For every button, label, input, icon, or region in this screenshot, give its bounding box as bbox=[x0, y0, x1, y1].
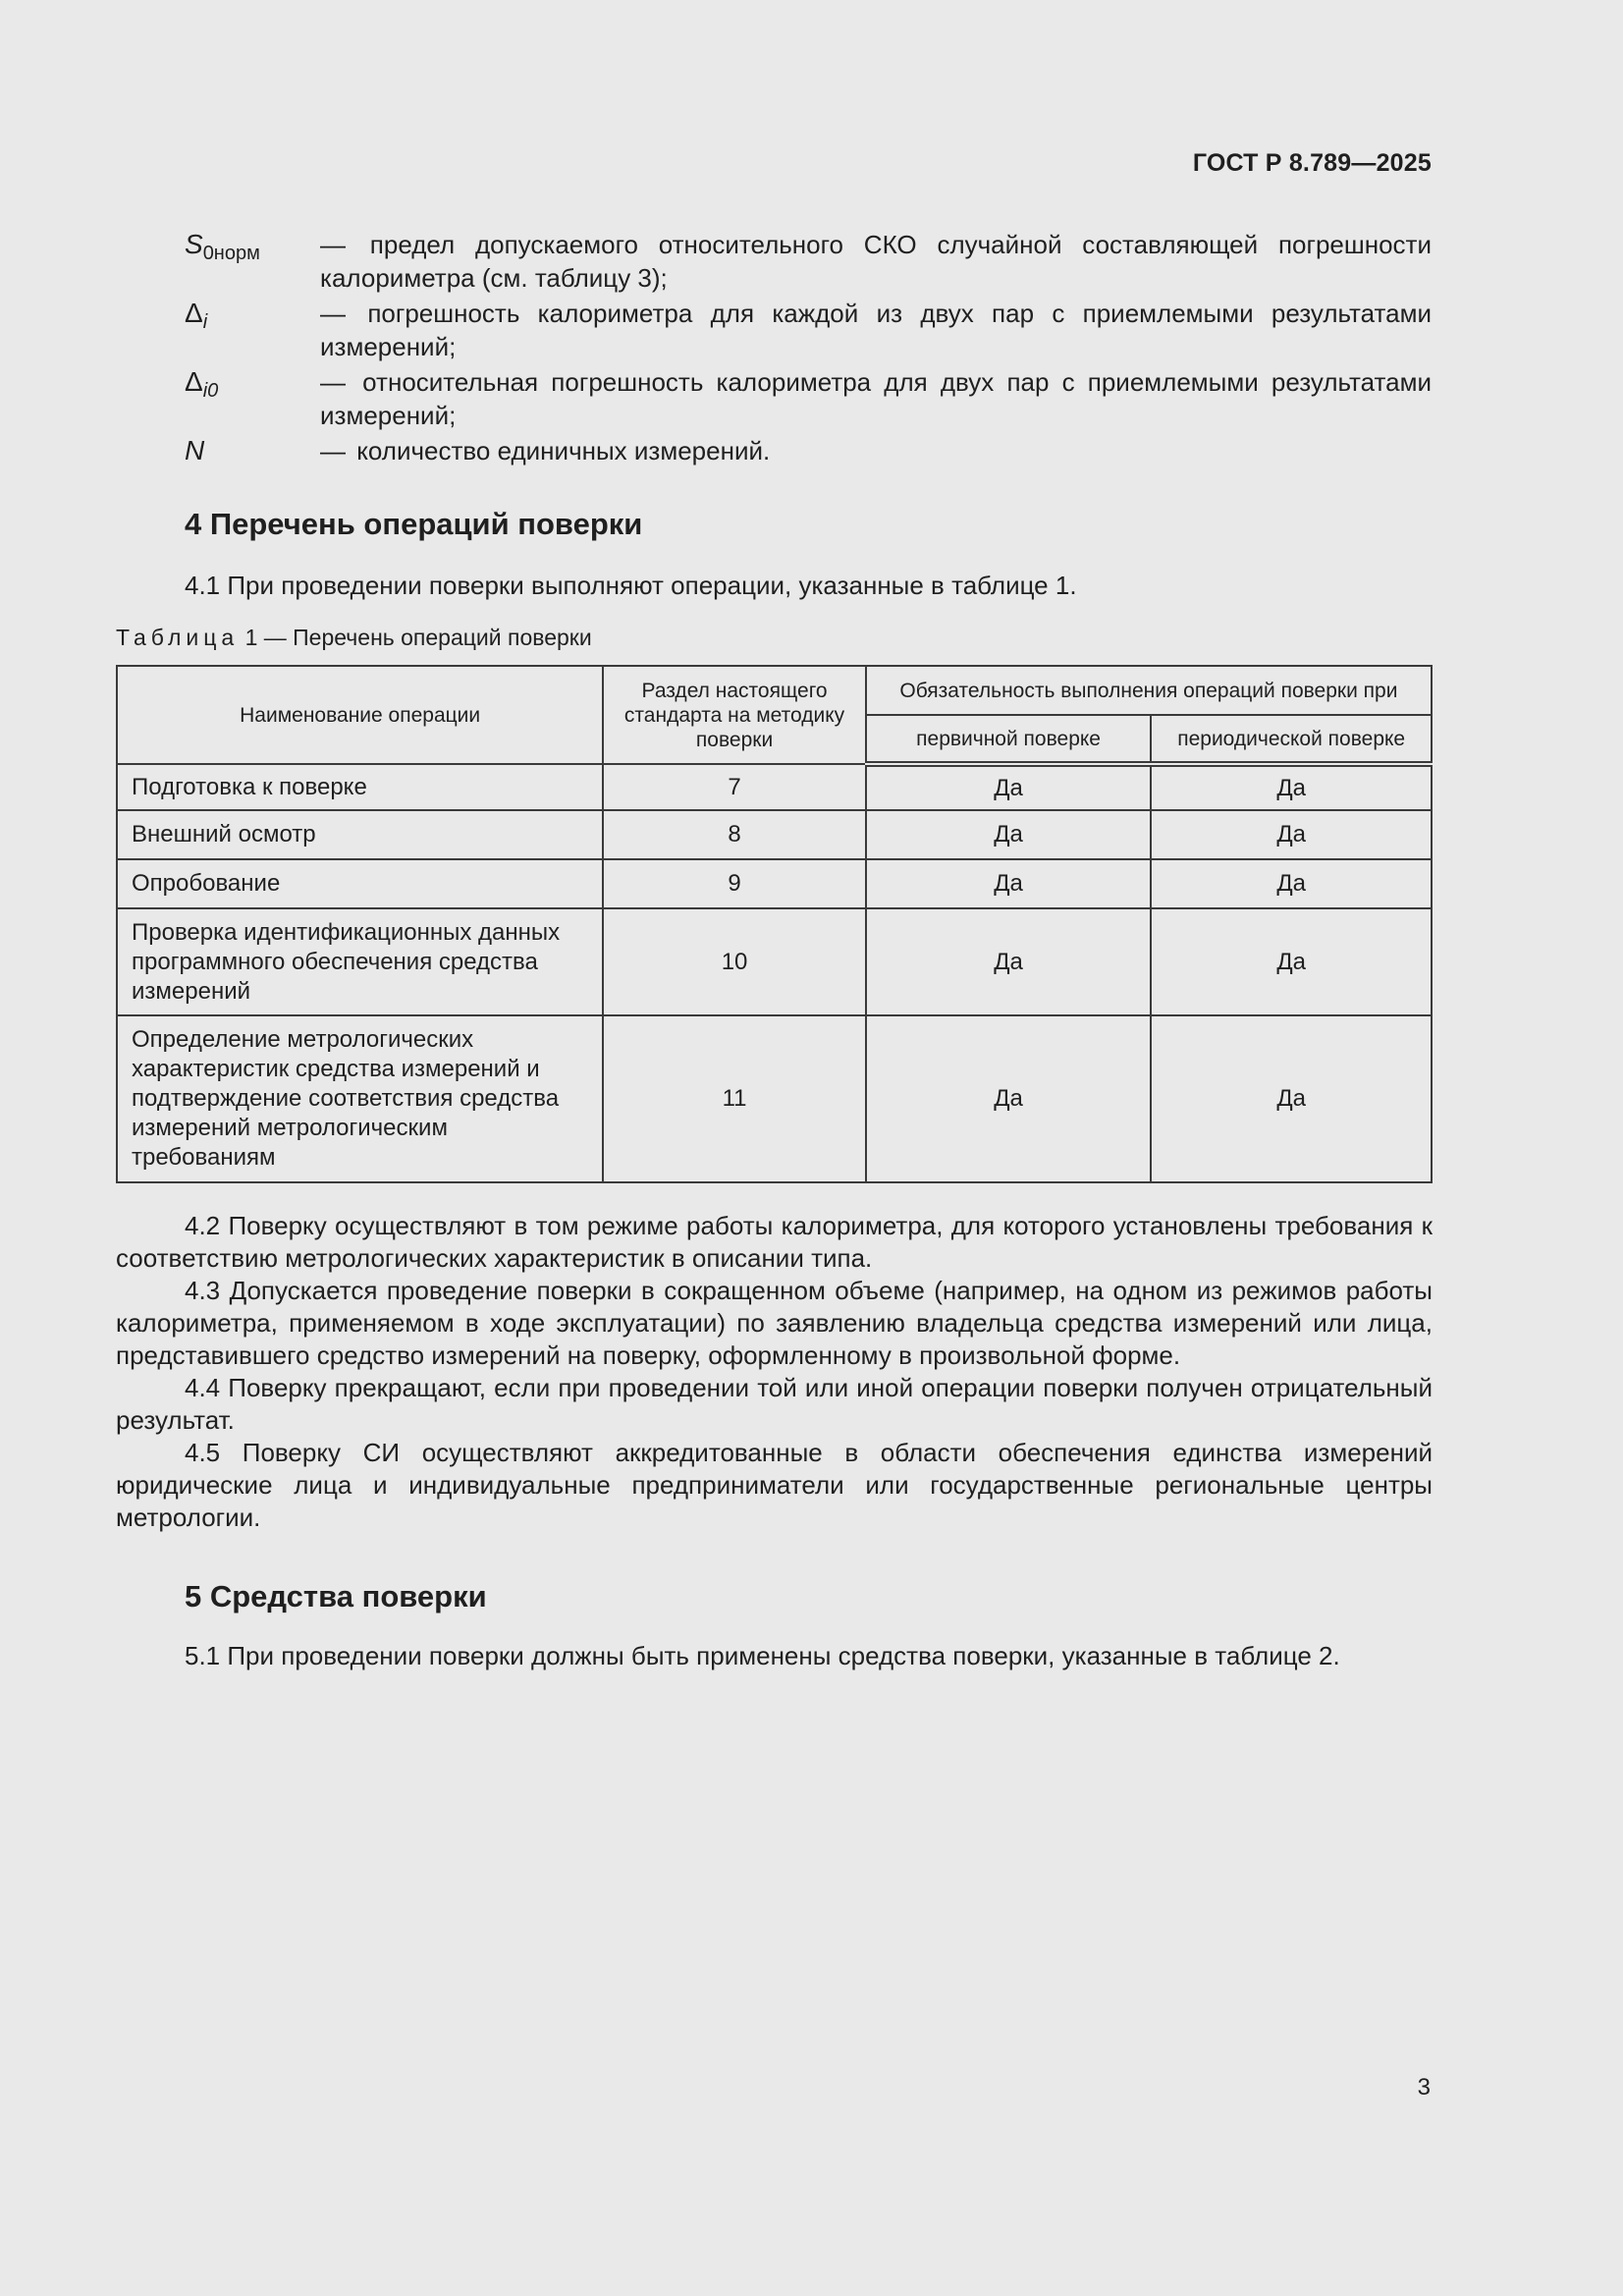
definition-symbol: $S_{0норм}$ bbox=[185, 229, 260, 264]
cell-operation: Проверка идентификационных данных программного обеспечения средства измерений bbox=[117, 908, 603, 1015]
paragraph-4-3: 4.3 Допускается проведение поверки в сокращенном объеме (например, на одном из режимов работы калориметра, применяемом в ходе эксплуатации) по заявлению владельца средства измерений или лица, представившего средство измерений на поверку, оформленному в произвольной форме. bbox=[116, 1276, 1433, 1370]
paragraph-4-2: 4.2 Поверку осуществляют в том режиме работы калориметра, для которого установлены требования к соответствию метрологических характеристик в описании типа. bbox=[116, 1211, 1433, 1273]
header-obligation: Обязательность выполнения операций поверки при bbox=[866, 666, 1432, 715]
definition-item bbox=[185, 365, 1432, 432]
cell-operation: Подготовка к поверке bbox=[117, 764, 603, 810]
table-row bbox=[117, 764, 1432, 810]
paragraph-4-4: 4.4 Поверку прекращают, если при проведении той или иной операции поверки получен отрицательный результат. bbox=[116, 1373, 1433, 1435]
definition-symbol: $\Delta_{i0}$ bbox=[185, 366, 219, 402]
table-row bbox=[117, 859, 1432, 908]
header-operation-name: Наименование операции bbox=[117, 666, 603, 764]
section-5-heading: 5 Средства поверки bbox=[185, 1579, 487, 1613]
definition-text: — относительная погрешность калориметра для двух пар с приемлемыми результатами измерений; bbox=[320, 367, 1432, 430]
page-number: 3 bbox=[1417, 2074, 1431, 2101]
cell-periodic: Да bbox=[1151, 1015, 1432, 1182]
definition-text: — погрешность калориметра для каждой из двух пар с приемлемыми результатами измерений; bbox=[320, 299, 1432, 361]
cell-section: 10 bbox=[603, 908, 866, 1015]
cell-periodic: Да bbox=[1151, 908, 1432, 1015]
cell-primary: Да bbox=[866, 810, 1151, 859]
cell-primary: Да bbox=[866, 859, 1151, 908]
document-code: ГОСТ Р 8.789—2025 bbox=[1192, 149, 1432, 177]
table-row bbox=[117, 810, 1432, 859]
definitions-list bbox=[185, 228, 1432, 469]
cell-operation: Определение метрологических характеристик средства измерений и подтверждение соответствия средства измерений метрологическим требованиям bbox=[117, 1015, 603, 1182]
definition-symbol: N bbox=[185, 435, 205, 465]
section-4-paragraphs bbox=[116, 1210, 1433, 1534]
paragraph-4-5: 4.5 Поверку СИ осуществляют аккредитованные в области обеспечения единства измерений юридические лица и индивидуальные предприниматели или государственные региональные центры метрологии. bbox=[116, 1438, 1433, 1532]
header-periodic: периодической поверке bbox=[1151, 715, 1432, 764]
table-caption: Таблица 1 — Перечень операций поверки bbox=[116, 625, 592, 650]
definition-item bbox=[185, 297, 1432, 363]
definition-text: — предел допускаемого относительного СКО случайной составляющей погрешности калориметра (см. таблицу 3); bbox=[320, 230, 1432, 293]
table-row bbox=[117, 908, 1432, 1015]
definition-item bbox=[185, 228, 1432, 295]
definition-symbol: $\Delta_i$ bbox=[185, 298, 208, 333]
paragraph-5-1: 5.1 При проведении поверки должны быть применены средства поверки, указанные в таблице 2. bbox=[185, 1641, 1340, 1670]
cell-operation: Опробование bbox=[117, 859, 603, 908]
cell-operation: Внешний осмотр bbox=[117, 810, 603, 859]
header-section: Раздел настоящего стандарта на методику поверки bbox=[603, 666, 866, 764]
definition-text: — количество единичных измерений. bbox=[320, 436, 771, 465]
cell-primary: Да bbox=[866, 908, 1151, 1015]
header-primary: первичной поверке bbox=[866, 715, 1151, 764]
cell-primary: Да bbox=[866, 1015, 1151, 1182]
cell-periodic: Да bbox=[1151, 859, 1432, 908]
definition-item bbox=[185, 434, 1432, 467]
cell-section: 9 bbox=[603, 859, 866, 908]
cell-periodic: Да bbox=[1151, 810, 1432, 859]
section-4-heading: 4 Перечень операций поверки bbox=[185, 507, 643, 541]
cell-section: 7 bbox=[603, 764, 866, 810]
cell-periodic: Да bbox=[1151, 764, 1432, 810]
paragraph-4-1: 4.1 При проведении поверки выполняют операции, указанные в таблице 1. bbox=[185, 571, 1077, 600]
table-row bbox=[117, 1015, 1432, 1182]
cell-section: 11 bbox=[603, 1015, 866, 1182]
cell-section: 8 bbox=[603, 810, 866, 859]
operations-table bbox=[116, 665, 1433, 1183]
cell-primary: Да bbox=[866, 764, 1151, 810]
